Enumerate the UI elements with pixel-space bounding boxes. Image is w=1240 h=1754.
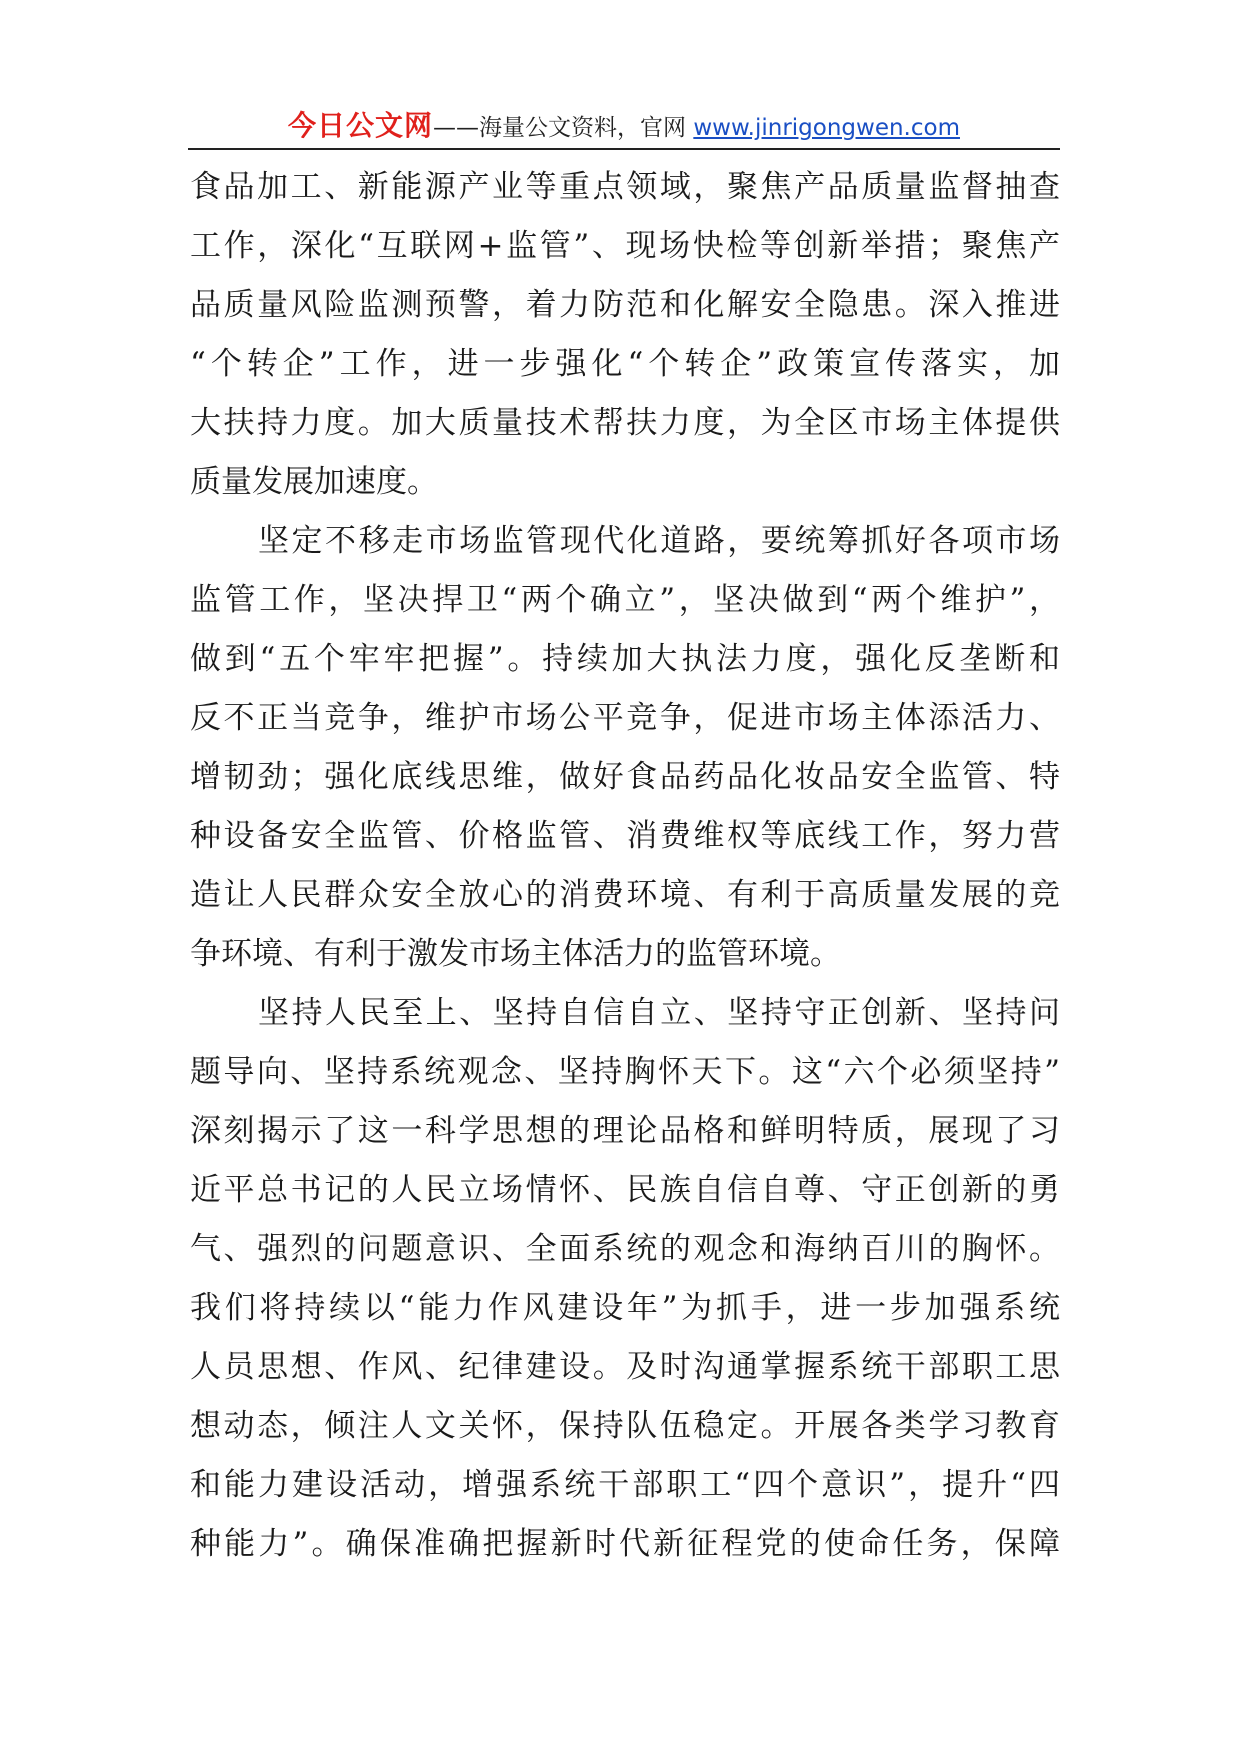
paragraph-line: 坚定不移走市场监管现代化道路，要统筹抓好各项市场 [258,523,1060,559]
paragraph-line: 食品加工、新能源产业等重点领域，聚焦产品质量监督抽查 [190,169,1060,205]
paragraph-line: 争环境、有利于激发市场主体活力的监管环境。 [190,936,841,972]
paragraph-line: 品质量风险监测预警，着力防范和化解安全隐患。深入推进 [190,287,1060,323]
paragraph-line: 坚持人民至上、坚持自信自立、坚持守正创新、坚持问 [258,995,1060,1031]
paragraph-line: 深刻揭示了这一科学思想的理论品格和鲜明特质，展现了习 [190,1113,1060,1149]
paragraph-line: 种设备安全监管、价格监管、消费维权等底线工作，努力营 [190,818,1060,854]
paragraph-line: 想动态，倾注人文关怀，保持队伍稳定。开展各类学习教育 [190,1408,1060,1444]
paragraph-line: 大扶持力度。加大质量技术帮扶力度，为全区市场主体提供 [190,405,1060,441]
document-body [190,158,1060,1574]
paragraph-line: 题导向、坚持系统观念、坚持胸怀天下。这“六个必须坚持” [190,1054,1060,1090]
page-header [188,104,1060,144]
paragraph-line: 做到“五个牢牢把握”。持续加大执法力度，强化反垄断和 [190,641,1060,677]
paragraph-line: 人员思想、作风、纪律建设。及时沟通掌握系统干部职工思 [190,1349,1060,1385]
site-url-link[interactable]: www.jinrigongwen.com [693,115,960,141]
paragraph-line: “个转企”工作，进一步强化“个转企”政策宣传落实，加 [190,346,1060,382]
paragraph-line: 气、强烈的问题意识、全面系统的观念和海纳百川的胸怀。 [190,1231,1060,1267]
paragraph-line: 工作，深化“互联网+监管”、现场快检等创新举措；聚焦产 [190,228,1060,264]
paragraph-line: 和能力建设活动，增强系统干部职工“四个意识”，提升“四 [190,1467,1060,1503]
paragraph-line: 我们将持续以“能力作风建设年”为抓手，进一步加强系统 [190,1290,1060,1326]
paragraph-line: 监管工作，坚决捍卫“两个确立”，坚决做到“两个维护”， [190,582,1060,618]
paragraph-line: 造让人民群众安全放心的消费环境、有利于高质量发展的竞 [190,877,1060,913]
header-divider [188,148,1060,150]
site-tagline: ——海量公文资料，官网 [433,115,694,141]
paragraph-line: 种能力”。确保准确把握新时代新征程党的使命任务，保障 [190,1526,1060,1562]
paragraph-line: 反不正当竞争，维护市场公平竞争，促进市场主体添活力、 [190,700,1060,736]
paragraph-line: 质量发展加速度。 [190,464,438,500]
paragraph-line: 增韧劲；强化底线思维，做好食品药品化妆品安全监管、特 [190,759,1060,795]
paragraph-line: 近平总书记的人民立场情怀、民族自信自尊、守正创新的勇 [190,1172,1060,1208]
site-brand: 今日公文网 [288,109,434,142]
